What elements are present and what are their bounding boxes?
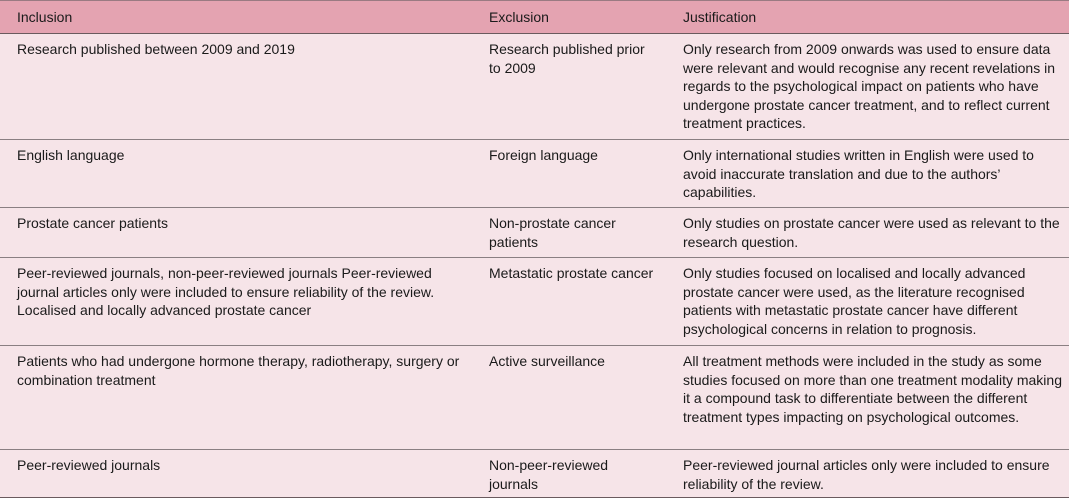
header-justification: Justification (666, 1, 1069, 34)
inclusion-cell: Research published between 2009 and 2019 (0, 34, 472, 140)
inclusion-cell: Prostate cancer patients (0, 208, 472, 258)
table-row (0, 258, 1069, 346)
table-row (0, 208, 1069, 258)
table-row (0, 34, 1069, 140)
header-inclusion: Inclusion (0, 1, 472, 34)
header-row (0, 1, 1069, 34)
table-row (0, 450, 1069, 498)
table-header (0, 1, 1069, 34)
justification-cell: Only studies on prostate cancer were used as relevant to the research question. (666, 208, 1069, 258)
justification-cell: Only international studies written in English were used to avoid inaccurate translation and due to the authors’ capabilities. (666, 140, 1069, 208)
exclusion-cell: Active surveillance (472, 346, 666, 450)
exclusion-cell: Non-peer-reviewed journals (472, 450, 666, 498)
justification-cell: Only studies focused on localised and locally advanced prostate cancer were used, as the literature recognised patients with metastatic prostate cancer have different psychological concerns in relation to prognosis. (666, 258, 1069, 346)
inclusion-cell: Peer-reviewed journals (0, 450, 472, 498)
exclusion-cell: Foreign language (472, 140, 666, 208)
inclusion-cell: Peer-reviewed journals, non-peer-reviewed journals Peer-reviewed journal articles only were included to ensure reliability of the review. Localised and locally advanced prostate cancer (0, 258, 472, 346)
exclusion-cell: Metastatic prostate cancer (472, 258, 666, 346)
table-body (0, 34, 1069, 498)
inclusion-cell: English language (0, 140, 472, 208)
justification-cell: All treatment methods were included in the study as some studies focused on more than one treatment modality making it a compound task to differentiate between the different treatment types impacting on psychological outcomes. (666, 346, 1069, 450)
table-row (0, 346, 1069, 450)
exclusion-cell: Non-prostate cancer patients (472, 208, 666, 258)
header-exclusion: Exclusion (472, 1, 666, 34)
inclusion-cell: Patients who had undergone hormone therapy, radiotherapy, surgery or combination treatment (0, 346, 472, 450)
justification-cell: Peer-reviewed journal articles only were included to ensure reliability of the review. (666, 450, 1069, 498)
justification-cell: Only research from 2009 onwards was used to ensure data were relevant and would recognise any recent revelations in regards to the psychological impact on patients who have undergone prostate cancer treatment, and to reflect current treatment practices. (666, 34, 1069, 140)
exclusion-cell: Research published prior to 2009 (472, 34, 666, 140)
table-row (0, 140, 1069, 208)
